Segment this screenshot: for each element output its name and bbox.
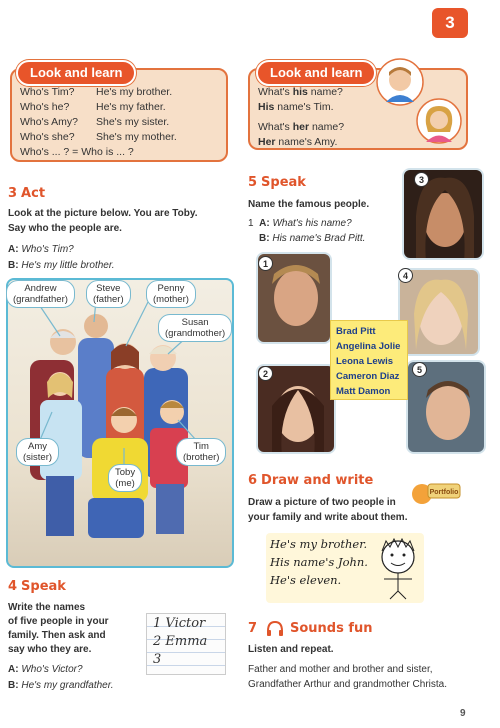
example-note-card — [266, 533, 424, 603]
ll-left-a3: She's my mother. — [96, 131, 177, 143]
speak4-instruction-0: Write the names — [8, 602, 86, 613]
bubble-steve: Steve (father) — [86, 280, 131, 308]
celebrity-names-box — [330, 320, 408, 400]
bubble-tim: Tim (brother) — [176, 438, 226, 466]
celebrity-name-3: Leona Lewis — [336, 356, 394, 367]
sounds7-line-2: Grandfather Arthur and grandmother Christa. — [248, 679, 447, 690]
act-instruction-2: Say who the people are. — [8, 223, 122, 234]
name-list-card — [146, 613, 226, 675]
speak4-instruction-3: say who they are. — [8, 644, 92, 655]
portfolio-label: Portfolio — [429, 489, 459, 496]
speak5-title: 5 Speak — [248, 175, 306, 190]
look-and-learn-left-label: Look and learn — [16, 60, 136, 86]
girl-avatar — [416, 98, 462, 144]
bubble-susan: Susan (grandmother) — [158, 314, 232, 342]
example-note-line-2: His name's John. — [270, 555, 368, 569]
celebrity-name-2: Angelina Jolie — [336, 341, 401, 352]
speak5-line-2: B: His name's Brad Pitt. — [259, 233, 366, 244]
draw6-instruction-1: Draw a picture of two people in — [248, 497, 396, 508]
ll-left-note: Who's ... ? = Who is ... ? — [20, 146, 134, 158]
sounds7-line-1: Father and mother and brother and sister, — [248, 664, 433, 675]
celebrity-name-4: Cameron Diaz — [336, 371, 400, 382]
celebrity-name-5: Matt Damon — [336, 386, 391, 397]
example-note-line-3: He's eleven. — [270, 573, 342, 587]
ll-left-q3: Who's she? — [20, 131, 75, 143]
speak5-instruction: Name the famous people. — [248, 199, 370, 210]
headphones-icon — [265, 619, 285, 639]
draw6-title: 6 Draw and write — [248, 473, 374, 488]
speak4-dialog-b: B: He's my grandfather. — [8, 680, 114, 691]
name-list-line-2: 2 Emma — [153, 634, 208, 649]
ll-left-q2: Who's Amy? — [20, 116, 79, 128]
photo-number-2: 2 — [258, 366, 273, 381]
ll-right-a1: His name's Tim. — [258, 101, 334, 113]
unit-tab: 3 — [432, 8, 468, 38]
ll-right-q1: What's his name? — [258, 86, 343, 98]
photo-number-3: 3 — [414, 172, 429, 187]
boy-drawing — [372, 535, 424, 601]
celebrity-name-1: Brad Pitt — [336, 326, 376, 337]
ll-left-q1: Who's he? — [20, 101, 70, 113]
act-dialog-b: B: He's my little brother. — [8, 260, 115, 271]
ll-right-a2: Her name's Amy. — [258, 136, 338, 148]
ll-left-q0: Who's Tim? — [20, 86, 75, 98]
ll-left-a2: She's my sister. — [96, 116, 170, 128]
bubble-amy: Amy (sister) — [16, 438, 59, 466]
speak4-title: 4 Speak — [8, 579, 66, 594]
ll-left-a0: He's my brother. — [96, 86, 173, 98]
photo-number-5: 5 — [412, 362, 427, 377]
act-dialog-a: A: Who's Tim? — [8, 244, 74, 255]
speak5-line-1: 1 A: What's his name? — [248, 218, 352, 229]
name-list-line-1: 1 Victor — [153, 616, 206, 631]
sounds7-instruction: Listen and repeat. — [248, 644, 334, 655]
speak4-dialog-a: A: Who's Victor? — [8, 664, 83, 675]
portfolio-icon — [410, 478, 462, 506]
draw6-instruction-2: your family and write about them. — [248, 512, 408, 523]
bubble-andrew: Andrew (grandfather) — [6, 280, 75, 308]
bubble-toby: Toby (me) — [108, 464, 142, 492]
ll-right-q2: What's her name? — [258, 121, 345, 133]
bubble-penny: Penny (mother) — [146, 280, 196, 308]
example-note-line-1: He's my brother. — [270, 537, 368, 551]
act-instruction-1: Look at the picture below. You are Toby. — [8, 208, 198, 219]
page-number: 9 — [460, 708, 466, 719]
name-list-line-3: 3 — [153, 652, 162, 667]
look-and-learn-right-label: Look and learn — [256, 60, 376, 86]
act-title: 3 Act — [8, 186, 46, 201]
speak4-instruction-1: of five people in your — [8, 616, 109, 627]
photo-number-1: 1 — [258, 256, 273, 271]
sounds7-num: 7 — [248, 621, 258, 636]
speak4-instruction-2: family. Then ask and — [8, 630, 106, 641]
photo-number-4: 4 — [398, 268, 413, 283]
sounds7-title: Sounds fun — [290, 621, 373, 636]
ll-left-a1: He's my father. — [96, 101, 166, 113]
